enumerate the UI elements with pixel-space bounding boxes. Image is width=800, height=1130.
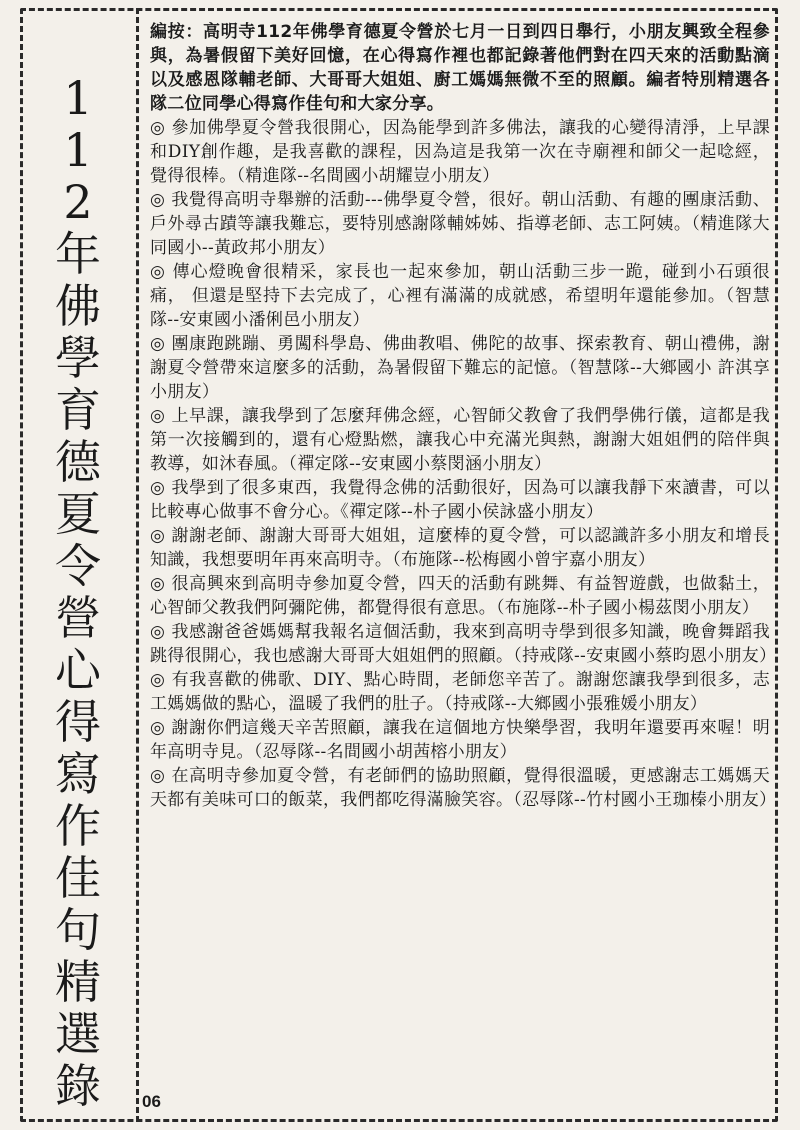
testimonial-entry: ◎ 參加佛學夏令營我很開心，因為能學到許多佛法，讓我的心變得清淨，上早課和DIY創作趣，是我喜歡的課程，因為這是我第一次在寺廟裡和師父一起唸經，覺得很棒。（精進隊--名間國小胡耀豈小朋友） (150, 118, 770, 186)
title-char: 年 (55, 227, 101, 281)
title-char: 佛 (55, 279, 101, 333)
testimonial-entry: ◎ 團康跑跳蹦、勇闖科學島、佛曲教唱、佛陀的故事、探索教育、朝山禮佛，謝謝夏令營帶來這麼多的活動，為暑假留下難忘的記憶。（智慧隊--大鄉國小 許淇享小朋友） (150, 334, 770, 402)
title-char: 錄 (55, 1059, 101, 1113)
testimonial-entry: ◎ 很高興來到高明寺參加夏令營，四天的活動有跳舞、有益智遊戲，也做黏土，心智師父教我們阿彌陀佛，都覺得很有意思。（布施隊--朴子國小楊茲閔小朋友） (150, 574, 770, 618)
testimonial-entry: ◎ 謝謝老師、謝謝大哥哥大姐姐，這麼棒的夏令營，可以認識許多小朋友和增長知識，我想要明年再來高明寺。（布施隊--松梅國小曾宇嘉小朋友） (150, 526, 770, 570)
editor-note: 編按：高明寺112年佛學育德夏令營於七月一日到四日舉行，小朋友興致全程參與，為暑假留下美好回憶，在心得寫作裡也都記錄著他們對在四天來的活動點滴以及感恩隊輔老師、大哥哥大姐姐、廚工媽媽無微不至的照顧。編者特別精選各隊二位同學心得寫作佳句和大家分享。 (150, 22, 770, 114)
title-char: 選 (55, 1007, 101, 1061)
title-char: 1 (63, 123, 93, 177)
testimonial-entry: ◎ 傳心燈晚會很精采，家長也一起來參加，朝山活動三步一跪，碰到小石頭很痛， 但還是堅持下去完成了，心裡有滿滿的成就感，希望明年還能參加。（智慧隊--安東國小潘俐邑小朋友） (150, 262, 770, 330)
title-char: 精 (55, 955, 101, 1009)
testimonial-entry: ◎ 上早課，讓我學到了怎麼拜佛念經，心智師父教會了我們學佛行儀，這都是我第一次接觸到的，還有心燈點燃，讓我心中充滿光與熱，謝謝大姐姐們的陪伴與教導，如沐春風。（禪定隊--安東國小蔡閔涵小朋友） (150, 406, 770, 474)
testimonial-entry: ◎ 我覺得高明寺舉辦的活動---佛學夏令營，很好。朝山活動、有趣的團康活動、戶外尋古蹟等讓我難忘，要特別感謝隊輔姊姊、指導老師、志工阿姨。（精進隊大同國小--黃政邦小朋友） (150, 190, 770, 258)
title-char: 營 (55, 591, 101, 645)
title-char: 令 (55, 539, 101, 593)
title-char: 1 (63, 71, 93, 125)
title-char: 作 (55, 799, 101, 853)
title-char: 育 (55, 383, 101, 437)
title-char: 佳 (55, 851, 101, 905)
title-char: 2 (63, 175, 93, 229)
page-number: 06 (142, 1092, 161, 1111)
article-body (150, 20, 777, 812)
title-char: 德 (55, 435, 101, 489)
testimonial-entry: ◎ 有我喜歡的佛歌、DIY、點心時間，老師您辛苦了。謝謝您讓我學到很多，志工媽媽做的點心，溫暖了我們的肚子。（持戒隊--大鄉國小張雅媛小朋友） (150, 670, 770, 714)
vertical-title (40, 71, 116, 1115)
title-char: 學 (55, 331, 101, 385)
testimonial-entry: ◎ 在高明寺參加夏令營，有老師們的協助照顧，覺得很溫暖，更感謝志工媽媽天天都有美味可口的飯菜，我們都吃得滿臉笑容。（忍辱隊--竹村國小王珈榛小朋友） (150, 766, 777, 810)
title-char: 得 (55, 695, 101, 749)
title-char: 夏 (55, 487, 101, 541)
testimonial-entry: ◎ 謝謝你們這幾天辛苦照顧，讓我在這個地方快樂學習，我明年還要再來喔！明年高明寺見。（忍辱隊--名間國小胡茜榕小朋友） (150, 718, 770, 762)
testimonial-entry: ◎ 我學到了很多東西，我覺得念佛的活動很好，因為可以讓我靜下來讀書，可以比較專心做事不會分心。《禪定隊--朴子國小侯詠盛小朋友） (150, 478, 770, 522)
column-divider (136, 8, 139, 1122)
title-char: 寫 (55, 747, 101, 801)
testimonial-entry: ◎ 我感謝爸爸媽媽幫我報名這個活動，我來到高明寺學到很多知識，晚會舞蹈我跳得很開心，我也感謝大哥哥大姐姐們的照顧。（持戒隊--安東國小蔡昀恩小朋友） (150, 622, 777, 666)
title-char: 心 (55, 643, 101, 697)
title-char: 句 (55, 903, 101, 957)
